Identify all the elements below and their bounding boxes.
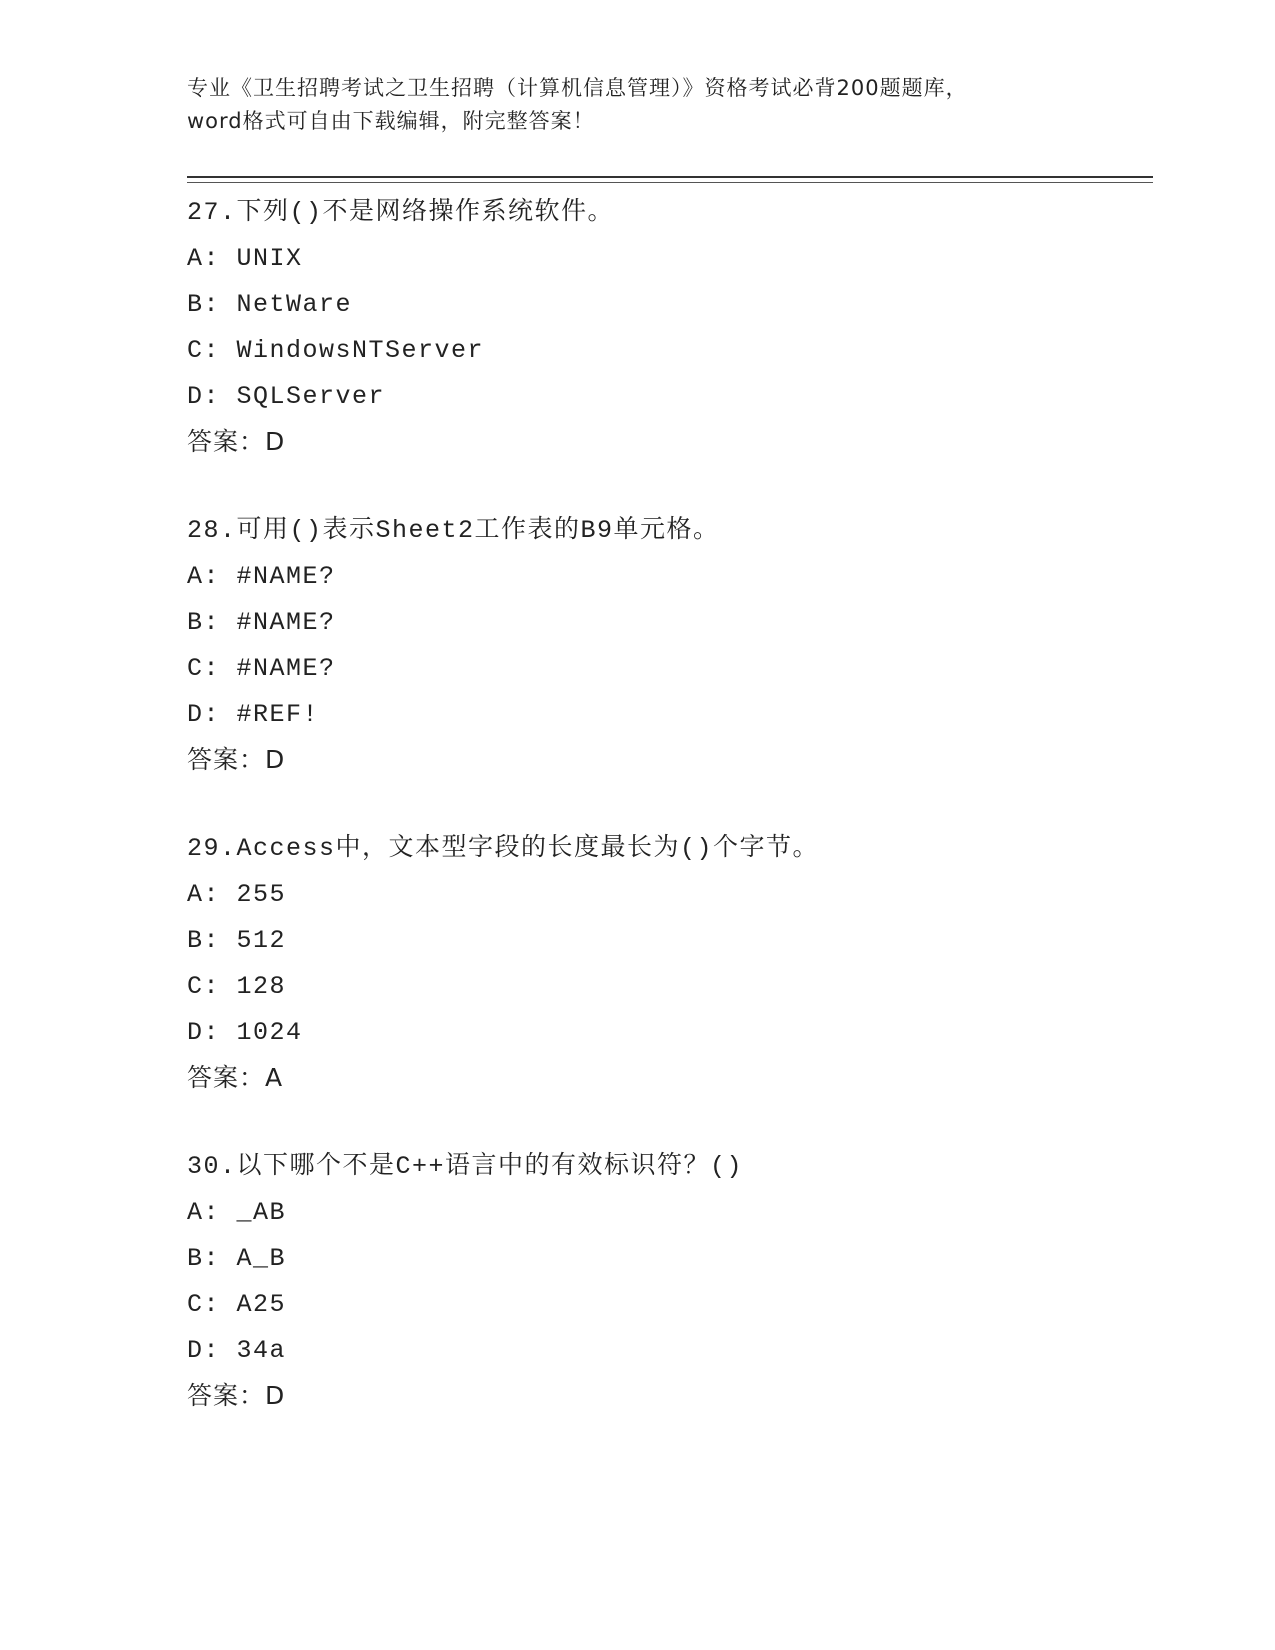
question-stem: 28.可用()表示Sheet2工作表的B9单元格。 (187, 516, 720, 545)
answer-line: 答案：D (187, 745, 286, 774)
option-b: B: A_B (187, 1244, 287, 1273)
option-d: D: 1024 (187, 1018, 303, 1047)
option-a: A: #NAME? (187, 562, 336, 591)
question-stem: 27.下列()不是网络操作系统软件。 (187, 198, 615, 227)
option-c: C: WindowsNTServer (187, 336, 485, 365)
option-a: A: UNIX (187, 244, 303, 273)
option-d: D: 34a (187, 1336, 287, 1365)
question-30 (187, 1144, 1153, 1418)
header-divider-thick (187, 176, 1153, 178)
header-line-2: word格式可自由下载编辑，附完整答案！ (187, 109, 595, 133)
option-a: A: _AB (187, 1198, 287, 1227)
document-header (187, 72, 1087, 138)
option-d: D: SQLServer (187, 382, 386, 411)
option-b: B: 512 (187, 926, 287, 955)
question-27 (187, 190, 1153, 464)
question-stem: 29.Access中，文本型字段的长度最长为()个字节。 (187, 834, 820, 863)
option-c: C: A25 (187, 1290, 287, 1319)
option-a: A: 255 (187, 880, 287, 909)
option-c: C: 128 (187, 972, 287, 1001)
option-d: D: #REF! (187, 700, 320, 729)
header-line-1: 专业《卫生招聘考试之卫生招聘（计算机信息管理）》资格考试必背200题题库， (187, 76, 968, 100)
question-28 (187, 508, 1153, 782)
question-stem: 30.以下哪个不是C++语言中的有效标识符？() (187, 1152, 744, 1181)
answer-line: 答案：D (187, 1381, 286, 1410)
question-list (187, 190, 1153, 1462)
question-29 (187, 826, 1153, 1100)
answer-line: 答案：A (187, 1063, 284, 1092)
header-divider-thin (187, 182, 1153, 183)
option-b: B: NetWare (187, 290, 353, 319)
option-b: B: #NAME? (187, 608, 336, 637)
answer-line: 答案：D (187, 427, 286, 456)
option-c: C: #NAME? (187, 654, 336, 683)
